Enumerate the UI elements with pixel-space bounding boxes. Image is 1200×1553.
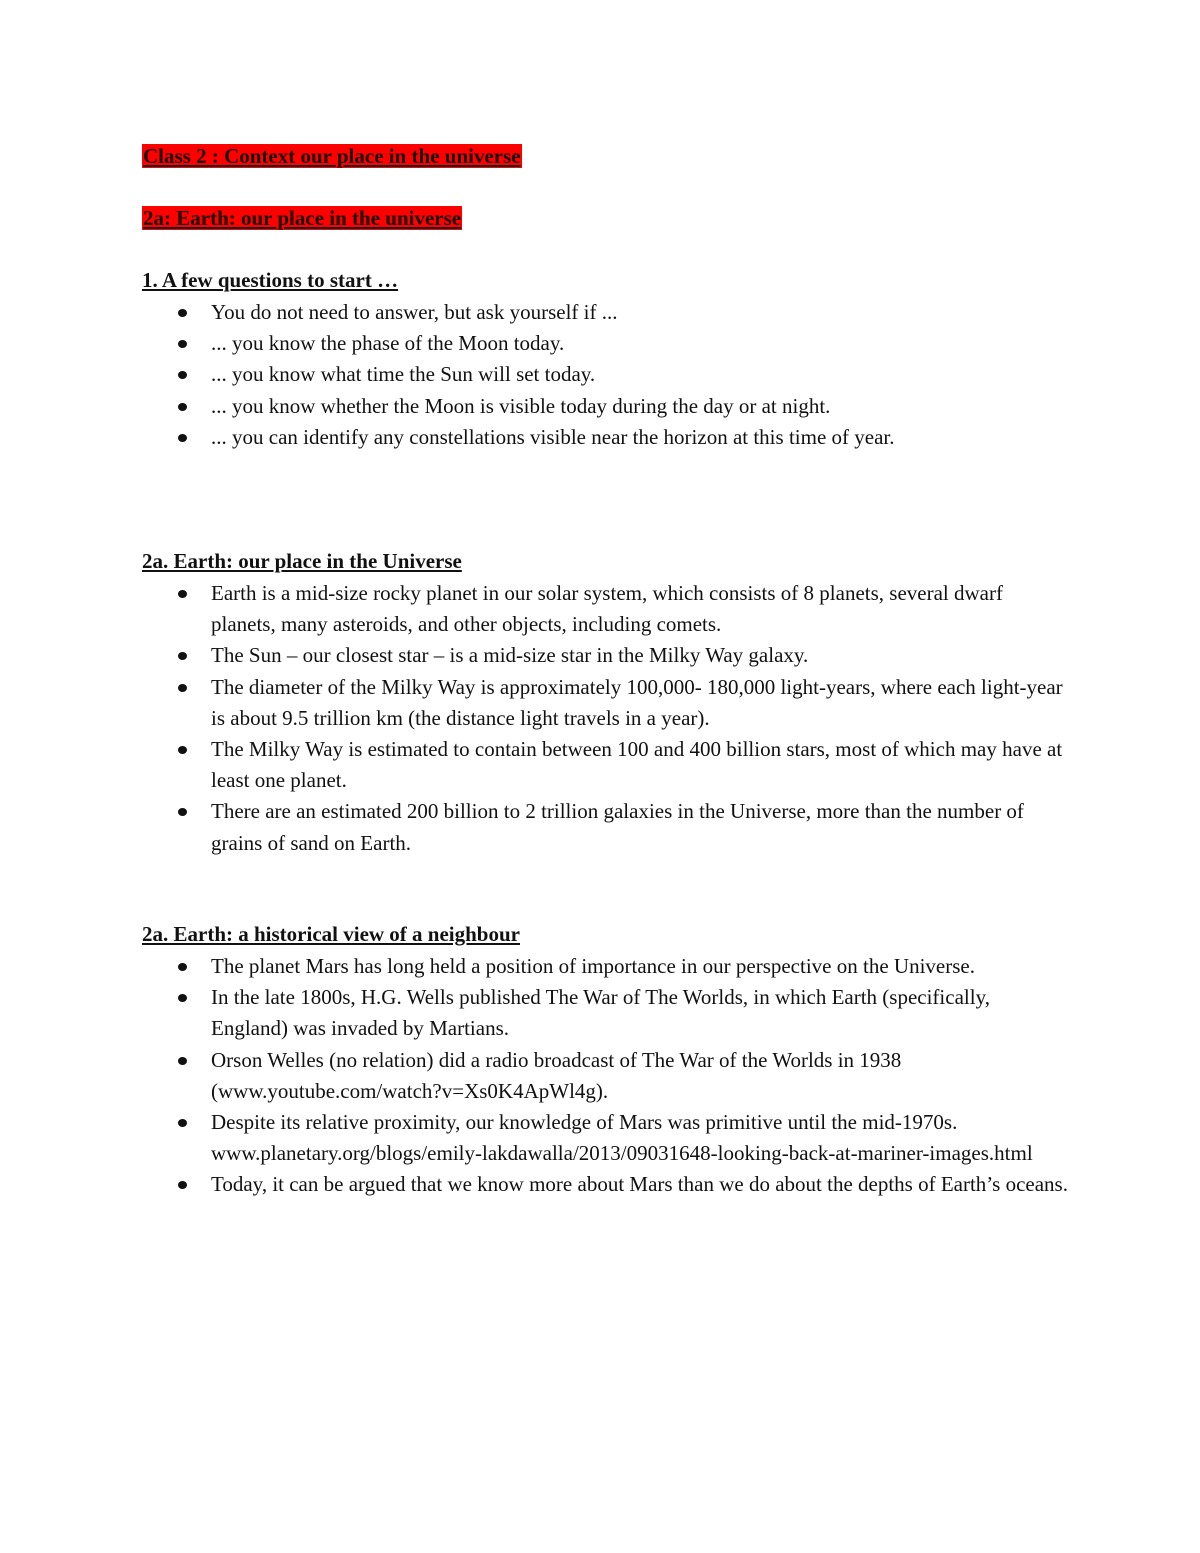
bullet-icon bbox=[178, 434, 187, 442]
bullet-icon bbox=[178, 652, 187, 660]
list-item bbox=[142, 328, 1072, 359]
list-item bbox=[142, 422, 1072, 453]
list-item-text: ... you know the phase of the Moon today. bbox=[211, 331, 565, 356]
list-item-text: You do not need to answer, but ask yourself if ... bbox=[211, 300, 618, 324]
list-item-text: ... you know what time the Sun will set today. bbox=[211, 362, 596, 387]
list-item bbox=[142, 982, 1072, 1044]
list-item bbox=[142, 578, 1072, 640]
list-item bbox=[142, 1045, 1072, 1107]
bullet-icon bbox=[178, 808, 187, 816]
bullet-icon bbox=[178, 1181, 187, 1189]
list-item-text: ... you can identify any constellations visible near the horizon at this time of year. bbox=[211, 424, 895, 449]
subtitle bbox=[142, 204, 462, 232]
list-item-text: Today, it can be argued that we know more about Mars than we do about the depths of Earth’s oceans. bbox=[211, 1172, 1068, 1197]
list-item bbox=[142, 359, 1072, 390]
bullet-icon bbox=[178, 684, 187, 692]
list-item-text: ... you know whether the Moon is visible today during the day or at night. bbox=[211, 393, 831, 418]
class-title-text: Class 2 : Context our place in the universe bbox=[143, 144, 521, 168]
list-item-text: The Milky Way is estimated to contain between 100 and 400 billion stars, most of which may have at least one planet. bbox=[211, 737, 1063, 793]
section-heading-questions: 1. A few questions to start … bbox=[142, 268, 399, 292]
bullet-icon bbox=[178, 1057, 187, 1065]
list-item-text: The Sun – our closest star – is a mid-size star in the Milky Way galaxy. bbox=[211, 643, 809, 668]
bullet-icon bbox=[178, 963, 187, 971]
list-item-text: Despite its relative proximity, our knowledge of Mars was primitive until the mid-1970s. www.planetary.org/blogs/emily-lakdawalla/2013/09031648-looking-back-at-mariner-images.html bbox=[211, 1110, 1033, 1166]
bullet-icon bbox=[178, 746, 187, 754]
list-item-text: Orson Welles (no relation) did a radio broadcast of The War of the Worlds in 1938 (www.youtube.com/watch?v=Xs0K4ApWl4g). bbox=[211, 1047, 902, 1103]
list-item bbox=[142, 672, 1072, 734]
list-item-text: The diameter of the Milky Way is approximately 100,000- 180,000 light-years, where each light-year is about 9.5 trillion km (the distance light travels in a year). bbox=[211, 674, 1063, 730]
bullet-icon bbox=[178, 1119, 187, 1127]
mars-list bbox=[142, 951, 1072, 1201]
list-item bbox=[142, 1169, 1072, 1200]
universe-list bbox=[142, 578, 1072, 859]
section-heading-mars: 2a. Earth: a historical view of a neighbour bbox=[142, 922, 520, 946]
list-item bbox=[142, 640, 1072, 671]
bullet-icon bbox=[178, 371, 187, 379]
list-item-text: The planet Mars has long held a position of importance in our perspective on the Universe. bbox=[211, 954, 975, 978]
bullet-icon bbox=[178, 590, 187, 598]
list-item bbox=[142, 391, 1072, 422]
bullet-icon bbox=[178, 309, 187, 317]
list-item bbox=[142, 796, 1072, 858]
bullet-icon bbox=[178, 403, 187, 411]
subtitle-text: 2a: Earth: our place in the universe bbox=[143, 206, 462, 230]
list-item bbox=[142, 951, 1072, 982]
list-item bbox=[142, 1107, 1072, 1169]
bullet-icon bbox=[178, 994, 187, 1002]
bullet-icon bbox=[178, 340, 187, 348]
list-item-text: There are an estimated 200 billion to 2 trillion galaxies in the Universe, more than the number of grains of sand on Earth. bbox=[211, 799, 1024, 855]
section-heading-universe: 2a. Earth: our place in the Universe bbox=[142, 549, 462, 573]
class-title bbox=[142, 142, 522, 170]
questions-list bbox=[142, 297, 1072, 453]
list-item bbox=[142, 734, 1072, 796]
list-item bbox=[142, 297, 1072, 328]
list-item-text: In the late 1800s, H.G. Wells published The War of The Worlds, in which Earth (specifically, England) was invaded by Martians. bbox=[211, 985, 990, 1041]
list-item-text: Earth is a mid-size rocky planet in our solar system, which consists of 8 planets, several dwarf planets, many asteroids, and other objects, including comets. bbox=[211, 581, 1003, 637]
